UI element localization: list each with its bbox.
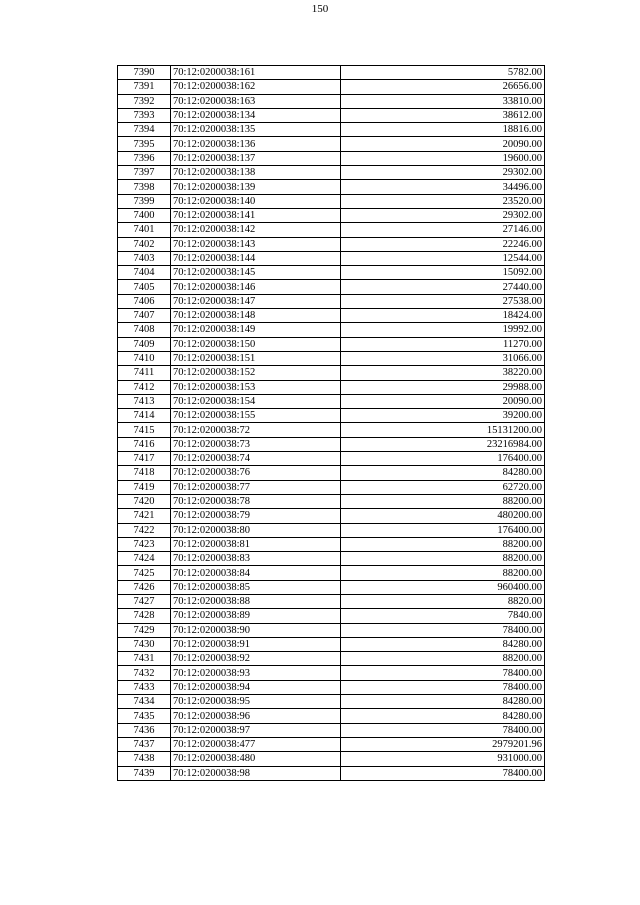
value-cell: 7840.00: [341, 609, 545, 623]
table-row: [118, 537, 545, 551]
table-row: [118, 166, 545, 180]
row-number-cell: 7431: [118, 652, 171, 666]
value-cell: 26656.00: [341, 80, 545, 94]
table-row: [118, 366, 545, 380]
cadastral-number-cell: 70:12:0200038:152: [171, 366, 341, 380]
table-row: [118, 523, 545, 537]
table-row: [118, 337, 545, 351]
cadastral-number-cell: 70:12:0200038:72: [171, 423, 341, 437]
cadastral-number-cell: 70:12:0200038:140: [171, 194, 341, 208]
value-cell: 15131200.00: [341, 423, 545, 437]
cadastral-number-cell: 70:12:0200038:77: [171, 480, 341, 494]
value-cell: 176400.00: [341, 452, 545, 466]
table-row: [118, 552, 545, 566]
value-cell: 27538.00: [341, 294, 545, 308]
value-cell: 78400.00: [341, 723, 545, 737]
value-cell: 84280.00: [341, 637, 545, 651]
row-number-cell: 7425: [118, 566, 171, 580]
table-body: [118, 66, 545, 781]
cadastral-number-cell: 70:12:0200038:76: [171, 466, 341, 480]
value-cell: 480200.00: [341, 509, 545, 523]
row-number-cell: 7417: [118, 452, 171, 466]
table-row: [118, 509, 545, 523]
table-row: [118, 66, 545, 80]
cadastral-number-cell: 70:12:0200038:154: [171, 394, 341, 408]
cadastral-number-cell: 70:12:0200038:153: [171, 380, 341, 394]
table-row: [118, 466, 545, 480]
value-cell: 84280.00: [341, 466, 545, 480]
row-number-cell: 7390: [118, 66, 171, 80]
row-number-cell: 7399: [118, 194, 171, 208]
value-cell: 78400.00: [341, 666, 545, 680]
table-row: [118, 623, 545, 637]
cadastral-number-cell: 70:12:0200038:150: [171, 337, 341, 351]
table-row: [118, 251, 545, 265]
value-cell: 78400.00: [341, 766, 545, 780]
row-number-cell: 7406: [118, 294, 171, 308]
value-cell: 29302.00: [341, 166, 545, 180]
row-number-cell: 7422: [118, 523, 171, 537]
value-cell: 38220.00: [341, 366, 545, 380]
cadastral-number-cell: 70:12:0200038:78: [171, 494, 341, 508]
value-cell: 78400.00: [341, 623, 545, 637]
table-row: [118, 752, 545, 766]
row-number-cell: 7397: [118, 166, 171, 180]
cadastral-number-cell: 70:12:0200038:73: [171, 437, 341, 451]
value-cell: 88200.00: [341, 566, 545, 580]
cadastral-number-cell: 70:12:0200038:89: [171, 609, 341, 623]
value-cell: 5782.00: [341, 66, 545, 80]
row-number-cell: 7408: [118, 323, 171, 337]
table-row: [118, 351, 545, 365]
table-row: [118, 237, 545, 251]
row-number-cell: 7407: [118, 309, 171, 323]
table-row: [118, 223, 545, 237]
row-number-cell: 7428: [118, 609, 171, 623]
table-row: [118, 151, 545, 165]
row-number-cell: 7429: [118, 623, 171, 637]
row-number-cell: 7401: [118, 223, 171, 237]
table-row: [118, 637, 545, 651]
value-cell: 2979201.96: [341, 737, 545, 751]
cadastral-number-cell: 70:12:0200038:81: [171, 537, 341, 551]
row-number-cell: 7410: [118, 351, 171, 365]
cadastral-number-cell: 70:12:0200038:143: [171, 237, 341, 251]
cadastral-number-cell: 70:12:0200038:80: [171, 523, 341, 537]
cadastral-number-cell: 70:12:0200038:136: [171, 137, 341, 151]
value-cell: 176400.00: [341, 523, 545, 537]
cadastral-number-cell: 70:12:0200038:95: [171, 695, 341, 709]
table-row: [118, 380, 545, 394]
table-row: [118, 709, 545, 723]
table-row: [118, 137, 545, 151]
value-cell: 88200.00: [341, 652, 545, 666]
value-cell: 38612.00: [341, 108, 545, 122]
value-cell: 88200.00: [341, 494, 545, 508]
table-row: [118, 266, 545, 280]
cadastral-number-cell: 70:12:0200038:137: [171, 151, 341, 165]
table-row: [118, 423, 545, 437]
cadastral-number-cell: 70:12:0200038:83: [171, 552, 341, 566]
row-number-cell: 7418: [118, 466, 171, 480]
cadastral-number-cell: 70:12:0200038:162: [171, 80, 341, 94]
row-number-cell: 7394: [118, 123, 171, 137]
cadastral-number-cell: 70:12:0200038:477: [171, 737, 341, 751]
cadastral-number-cell: 70:12:0200038:134: [171, 108, 341, 122]
table-row: [118, 394, 545, 408]
cadastral-number-cell: 70:12:0200038:92: [171, 652, 341, 666]
cadastral-number-cell: 70:12:0200038:149: [171, 323, 341, 337]
data-table: [117, 65, 545, 781]
table-row: [118, 194, 545, 208]
value-cell: 29988.00: [341, 380, 545, 394]
value-cell: 15092.00: [341, 266, 545, 280]
value-cell: 23520.00: [341, 194, 545, 208]
value-cell: 18424.00: [341, 309, 545, 323]
row-number-cell: 7398: [118, 180, 171, 194]
cadastral-number-cell: 70:12:0200038:480: [171, 752, 341, 766]
cadastral-number-cell: 70:12:0200038:90: [171, 623, 341, 637]
cadastral-number-cell: 70:12:0200038:88: [171, 594, 341, 608]
row-number-cell: 7392: [118, 94, 171, 108]
row-number-cell: 7430: [118, 637, 171, 651]
row-number-cell: 7400: [118, 208, 171, 222]
row-number-cell: 7413: [118, 394, 171, 408]
table-row: [118, 123, 545, 137]
value-cell: 62720.00: [341, 480, 545, 494]
table-row: [118, 94, 545, 108]
table-row: [118, 409, 545, 423]
table-row: [118, 566, 545, 580]
cadastral-number-cell: 70:12:0200038:144: [171, 251, 341, 265]
table-row: [118, 437, 545, 451]
cadastral-number-cell: 70:12:0200038:135: [171, 123, 341, 137]
value-cell: 18816.00: [341, 123, 545, 137]
value-cell: 88200.00: [341, 537, 545, 551]
row-number-cell: 7426: [118, 580, 171, 594]
value-cell: 931000.00: [341, 752, 545, 766]
row-number-cell: 7415: [118, 423, 171, 437]
table-row: [118, 323, 545, 337]
row-number-cell: 7439: [118, 766, 171, 780]
table-row: [118, 108, 545, 122]
value-cell: 88200.00: [341, 552, 545, 566]
value-cell: 84280.00: [341, 709, 545, 723]
table-row: [118, 766, 545, 780]
cadastral-number-cell: 70:12:0200038:151: [171, 351, 341, 365]
value-cell: 19600.00: [341, 151, 545, 165]
cadastral-number-cell: 70:12:0200038:161: [171, 66, 341, 80]
table-row: [118, 208, 545, 222]
row-number-cell: 7416: [118, 437, 171, 451]
row-number-cell: 7433: [118, 680, 171, 694]
cadastral-number-cell: 70:12:0200038:97: [171, 723, 341, 737]
cadastral-number-cell: 70:12:0200038:74: [171, 452, 341, 466]
value-cell: 39200.00: [341, 409, 545, 423]
value-cell: 11270.00: [341, 337, 545, 351]
table-row: [118, 280, 545, 294]
value-cell: 23216984.00: [341, 437, 545, 451]
cadastral-number-cell: 70:12:0200038:93: [171, 666, 341, 680]
row-number-cell: 7438: [118, 752, 171, 766]
cadastral-number-cell: 70:12:0200038:98: [171, 766, 341, 780]
row-number-cell: 7437: [118, 737, 171, 751]
cadastral-number-cell: 70:12:0200038:163: [171, 94, 341, 108]
row-number-cell: 7409: [118, 337, 171, 351]
row-number-cell: 7427: [118, 594, 171, 608]
value-cell: 27440.00: [341, 280, 545, 294]
cadastral-number-cell: 70:12:0200038:96: [171, 709, 341, 723]
value-cell: 78400.00: [341, 680, 545, 694]
row-number-cell: 7419: [118, 480, 171, 494]
table-row: [118, 452, 545, 466]
row-number-cell: 7403: [118, 251, 171, 265]
table-row: [118, 309, 545, 323]
value-cell: 27146.00: [341, 223, 545, 237]
row-number-cell: 7412: [118, 380, 171, 394]
value-cell: 960400.00: [341, 580, 545, 594]
table-row: [118, 723, 545, 737]
cadastral-number-cell: 70:12:0200038:147: [171, 294, 341, 308]
row-number-cell: 7391: [118, 80, 171, 94]
table-row: [118, 594, 545, 608]
value-cell: 20090.00: [341, 137, 545, 151]
table-row: [118, 294, 545, 308]
row-number-cell: 7434: [118, 695, 171, 709]
value-cell: 20090.00: [341, 394, 545, 408]
table-row: [118, 695, 545, 709]
cadastral-number-cell: 70:12:0200038:138: [171, 166, 341, 180]
table-row: [118, 652, 545, 666]
row-number-cell: 7404: [118, 266, 171, 280]
table-row: [118, 680, 545, 694]
table-row: [118, 737, 545, 751]
table-row: [118, 666, 545, 680]
table-row: [118, 180, 545, 194]
cadastral-number-cell: 70:12:0200038:155: [171, 409, 341, 423]
row-number-cell: 7395: [118, 137, 171, 151]
value-cell: 34496.00: [341, 180, 545, 194]
cadastral-number-cell: 70:12:0200038:142: [171, 223, 341, 237]
row-number-cell: 7432: [118, 666, 171, 680]
value-cell: 33810.00: [341, 94, 545, 108]
table-row: [118, 609, 545, 623]
cadastral-number-cell: 70:12:0200038:84: [171, 566, 341, 580]
row-number-cell: 7436: [118, 723, 171, 737]
row-number-cell: 7405: [118, 280, 171, 294]
row-number-cell: 7423: [118, 537, 171, 551]
row-number-cell: 7421: [118, 509, 171, 523]
row-number-cell: 7396: [118, 151, 171, 165]
cadastral-number-cell: 70:12:0200038:85: [171, 580, 341, 594]
row-number-cell: 7393: [118, 108, 171, 122]
cadastral-number-cell: 70:12:0200038:146: [171, 280, 341, 294]
cadastral-number-cell: 70:12:0200038:141: [171, 208, 341, 222]
table-row: [118, 480, 545, 494]
cadastral-number-cell: 70:12:0200038:91: [171, 637, 341, 651]
value-cell: 12544.00: [341, 251, 545, 265]
row-number-cell: 7411: [118, 366, 171, 380]
table-row: [118, 580, 545, 594]
table-row: [118, 494, 545, 508]
cadastral-number-cell: 70:12:0200038:145: [171, 266, 341, 280]
row-number-cell: 7424: [118, 552, 171, 566]
value-cell: 31066.00: [341, 351, 545, 365]
value-cell: 84280.00: [341, 695, 545, 709]
cadastral-number-cell: 70:12:0200038:139: [171, 180, 341, 194]
page-number: 150: [311, 3, 329, 15]
value-cell: 22246.00: [341, 237, 545, 251]
table-row: [118, 80, 545, 94]
cadastral-number-cell: 70:12:0200038:94: [171, 680, 341, 694]
value-cell: 8820.00: [341, 594, 545, 608]
cadastral-number-cell: 70:12:0200038:79: [171, 509, 341, 523]
cadastral-number-cell: 70:12:0200038:148: [171, 309, 341, 323]
value-cell: 29302.00: [341, 208, 545, 222]
row-number-cell: 7435: [118, 709, 171, 723]
row-number-cell: 7414: [118, 409, 171, 423]
row-number-cell: 7420: [118, 494, 171, 508]
value-cell: 19992.00: [341, 323, 545, 337]
row-number-cell: 7402: [118, 237, 171, 251]
